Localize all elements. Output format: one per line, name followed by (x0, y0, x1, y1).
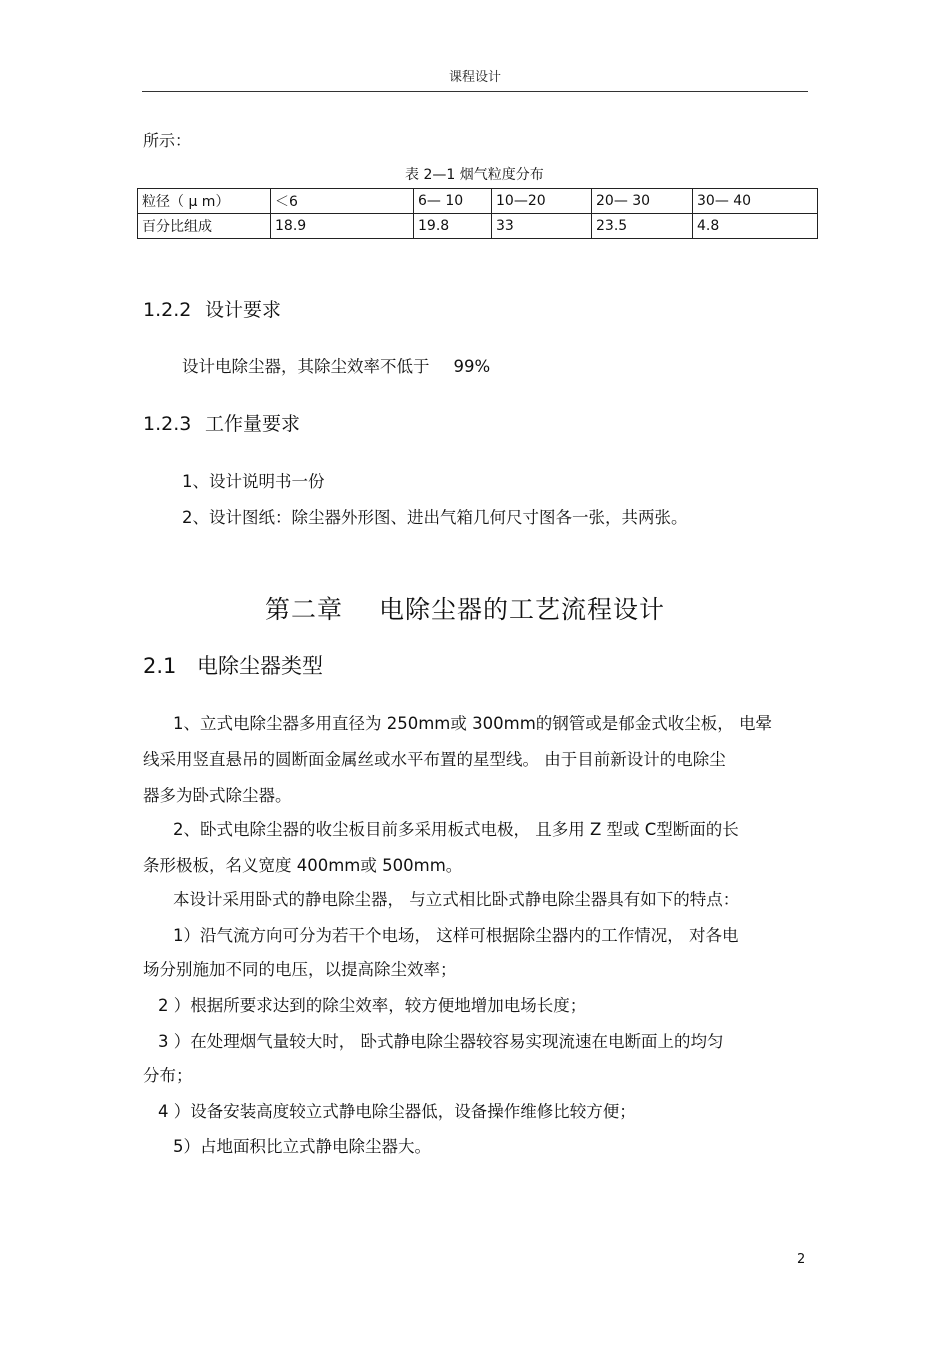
header-rule (142, 91, 808, 92)
paragraph-line: 2 ）根据所要求达到的除尘效率，较方便地增加电场长度； (158, 996, 587, 1015)
page-header: 课程设计 (448, 70, 501, 85)
section-heading-1-2-2 (143, 295, 281, 322)
table-cell: 20— 30 (592, 189, 693, 214)
list-item: 1、设计说明书一份 (182, 472, 325, 491)
chapter-title (0, 590, 930, 626)
requirement-label: 设计电除尘器，其除尘效率不低于 (182, 357, 430, 376)
particle-distribution-table (137, 188, 818, 239)
paragraph-line: 场分别施加不同的电压，以提高除尘效率； (143, 960, 457, 979)
section-number: 1.2.2 (143, 299, 192, 321)
table-cell: 10—20 (492, 189, 592, 214)
section-title: 工作量要求 (205, 413, 301, 435)
paragraph-line: 分布； (143, 1066, 193, 1085)
chapter-label: 第二章 (264, 595, 343, 624)
table-cell: 23.5 (592, 214, 693, 239)
paragraph-line: 2、卧式电除尘器的收尘板目前多采用板式电极， 且多用 Z 型或 C型断面的长 (173, 820, 739, 839)
table-cell: 4.8 (693, 214, 818, 239)
list-item: 2、设计图纸：除尘器外形图、进出气箱几何尺寸图各一张，共两张。 (182, 508, 688, 527)
paragraph-line: 1、立式电除尘器多用直径为 250mm或 300mm的钢管或是郁金式收尘板， 电晕 (173, 714, 773, 733)
paragraph-line: 器多为卧式除尘器。 (143, 786, 292, 805)
table-caption: 表 2—1 烟气粒度分布 (405, 167, 544, 183)
section-title: 电除尘器类型 (197, 654, 323, 678)
paragraph-line: 5）占地面积比立式静电除尘器大。 (173, 1137, 431, 1156)
page-number: 2 (797, 1252, 806, 1267)
intro-text: 所示： (143, 131, 192, 150)
table-cell: ＜6 (271, 189, 414, 214)
paragraph-line: 4 ）设备安装高度较立式静电除尘器低，设备操作维修比较方便； (158, 1102, 636, 1121)
paragraph-line: 1）沿气流方向可分为若干个电场， 这样可根据除尘器内的工作情况， 对各电 (173, 926, 739, 945)
paragraph-line: 线采用竖直悬吊的圆断面金属丝或水平布置的星型线。 由于目前新设计的电除尘 (143, 750, 726, 769)
table-cell: 18.9 (271, 214, 414, 239)
requirement-text (182, 355, 490, 379)
table-cell: 30— 40 (693, 189, 818, 214)
chapter-name: 电除尘器的工艺流程设计 (379, 595, 666, 624)
section-heading-1-2-3 (143, 409, 300, 436)
table-cell: 6— 10 (414, 189, 492, 214)
table-cell: 粒径（ μ m） (138, 189, 271, 214)
paragraph-line: 3 ）在处理烟气量较大时， 卧式静电除尘器较容易实现流速在电断面上的均匀 (158, 1032, 724, 1051)
table-row (138, 214, 818, 239)
paragraph-line: 本设计采用卧式的静电除尘器， 与立式相比卧式静电除尘器具有如下的特点： (173, 890, 740, 909)
paragraph-line: 条形极板，名义宽度 400mm或 500mm。 (143, 856, 463, 875)
efficiency-value: 99% (453, 357, 491, 376)
section-number: 1.2.3 (143, 413, 192, 435)
table-row (138, 189, 818, 214)
table-cell: 33 (492, 214, 592, 239)
section-title: 设计要求 (205, 299, 282, 321)
table-cell: 百分比组成 (138, 214, 271, 239)
section-number: 2.1 (143, 654, 177, 678)
table-cell: 19.8 (414, 214, 492, 239)
section-heading-2-1 (143, 650, 323, 680)
